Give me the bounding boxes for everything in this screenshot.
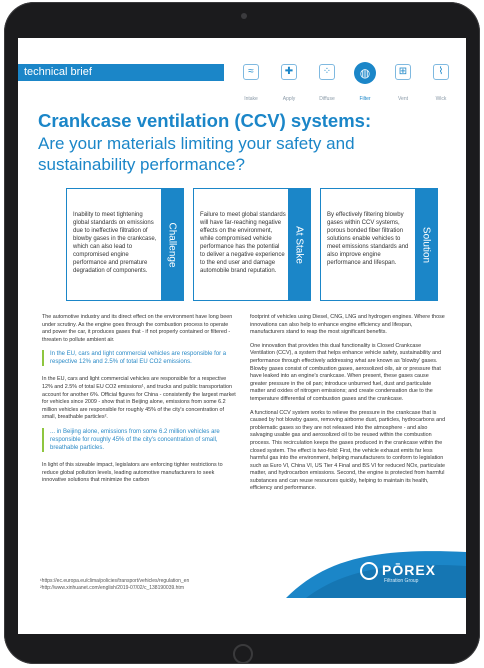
brief-label: technical brief	[24, 66, 92, 78]
document-page	[18, 38, 466, 634]
wick-label: Wick	[435, 96, 447, 102]
pull-quote-1: In the EU, cars and light commercial vehicles are responsible for a respective 12% and 2.5% of total EU CO2 emissions.	[42, 350, 238, 366]
porex-mark-icon	[360, 562, 378, 580]
wick-icon: ⌇	[433, 64, 449, 80]
apply-step	[272, 64, 306, 102]
vent-step	[386, 64, 420, 102]
intake-label: Intake	[244, 96, 258, 102]
right-paragraph-3: A functional CCV system works to relieve the pressure in the crankcase that is caused by hot blowby gases, removing airborne dust, particles, hydrocarbons and problematic gases so they are not released into the atmosphere - and also salvaging usable gas and aerosolized oil to be reused within the combustion process. This recirculation keeps the gases produced in the crankcase within the closed system. The effect is two-fold: First, the vehicle exhaust emits far less harmful gas into the environment, helping manufacturers to conform to legislation such as Euro VI, China VI, US Tier 4 Final and BS VI for reduced NOx, particulate matter, and hydrocarbon emissions. Second, the engine is protected from harmful substances and can reuse resources quickly, helping to maintain its health, efficiency and performance.	[250, 409, 446, 492]
diffuse-icon: ⁘	[319, 64, 335, 80]
home-button[interactable]	[233, 644, 253, 664]
vent-label: Vent	[397, 96, 408, 102]
apply-icon: ✚	[281, 64, 297, 80]
diffuse-step	[310, 64, 344, 102]
left-paragraph-3: In light of this sizeable impact, legislators are enforcing tighter restrictions to reduce global pollution levels, leading automotive manufacturers to seek innovative solutions that minimize the carbon	[42, 461, 223, 484]
at-stake-tab-label: At Stake	[293, 225, 305, 264]
solution-text: By effectively filtering blowby gases within CCV systems, porous bonded fiber filtration solutions enable vehicles to meet emissions standards and also improve engine performance and lifespan.	[327, 212, 409, 266]
pull-quote-2: ... in Beijing alone, emissions from some 6.2 million vehicles are responsible for roughly 45% of the city's concentration of small, breathable particles.	[42, 428, 238, 452]
footnote-2[interactable]: ²http://www.xinhuanet.com/english/2019-07/02/c_138190039.htm	[40, 585, 184, 591]
filter-step	[348, 64, 382, 102]
left-paragraph-1: The automotive industry and its direct effect on the environment have long been under scrutiny. As the engine goes through the combustion process to operate and power the car, it produces gases that - if not properly contained or filtered - threaten to pollute ambient air.	[42, 314, 233, 343]
footnotes	[40, 578, 189, 592]
left-column	[42, 314, 238, 491]
right-column	[250, 314, 446, 499]
right-paragraph-2: One innovation that provides this dual functionality is Closed Crankcase Ventilation (CCV), a system that helps enhance vehicle safety, sustainability and performance through effectively addressing what are known as 'blowby' gases. Blowby gases consist of combustion gases, aerosolized oils, air or pressure that have leaked into an engine's crankcase. When present, these gases cause greater pressure in the oil pan; introduce unburned fuel, dust and particulate matter and oxides of nitrogen emissions; and create condensation due to the temperature differential of combustion gases and the crankcase.	[250, 342, 442, 402]
diffuse-label: Diffuse	[319, 96, 335, 102]
title-line-1: Crankcase ventilation (CCV) systems:	[38, 110, 372, 131]
challenge-text: Inability to meet tightening global standards on emissions due to ineffective filtration of blowby gases in the crankcase, which can also lead to compromised engine performance and premature degradation of components.	[73, 212, 157, 274]
right-paragraph-1: footprint of vehicles using Diesel, CNG, LNG and hydrogen engines. Where those innovations can also help to enhance engine efficiency and lifespan, manufacturers stand to reap the most significant benefits.	[250, 314, 445, 336]
tablet-frame	[4, 2, 480, 664]
solution-tab	[415, 189, 437, 300]
filter-label: Filter	[359, 96, 371, 102]
apply-label: Apply	[282, 96, 296, 102]
title-line-2: Are your materials limiting your safety and sustainability performance?	[38, 134, 355, 174]
challenge-box	[66, 188, 184, 301]
camera-dot	[241, 13, 247, 19]
vent-icon: ⊞	[395, 64, 411, 80]
solution-box	[320, 188, 438, 301]
left-paragraph-2: In the EU, cars and light commercial vehicles are responsible for a respective 12% and 2.5% of total EU CO2 emissions¹, and trucks and public transportation account for another 6%. Official figures for China - consistently the largest market for vehicles since 2009 - show that in Beijing alone, emissions from some 6.2 million vehicles are responsible for roughly 45% of the city's concentration of small, breathable particles².	[42, 376, 236, 421]
brief-label-band	[18, 64, 224, 81]
solution-tab-label: Solution	[420, 226, 432, 263]
at-stake-text: Failure to meet global standards will have far-reaching negative effects on the environment, while compromised vehicle performance has the potential to deliver a negative experience to the end user and damage automobile brand reputation.	[200, 212, 286, 274]
logo-subtitle: Filtration Group	[384, 578, 419, 584]
footnote-1[interactable]: ¹https://ec.europa.eu/clima/policies/transport/vehicles/regulation_en	[40, 578, 190, 584]
filter-icon: ◍	[354, 62, 376, 84]
intake-icon: ≈	[243, 64, 259, 80]
challenge-tab	[161, 189, 183, 300]
process-icon-strip	[234, 64, 460, 114]
logo-name: PŌREX	[382, 562, 437, 578]
porex-logo	[360, 560, 456, 588]
at-stake-tab	[288, 189, 310, 300]
intake-step	[234, 64, 268, 102]
document-title	[38, 110, 448, 175]
challenge-tab-label: Challenge	[166, 221, 178, 268]
at-stake-box	[193, 188, 311, 301]
wick-step	[424, 64, 458, 102]
